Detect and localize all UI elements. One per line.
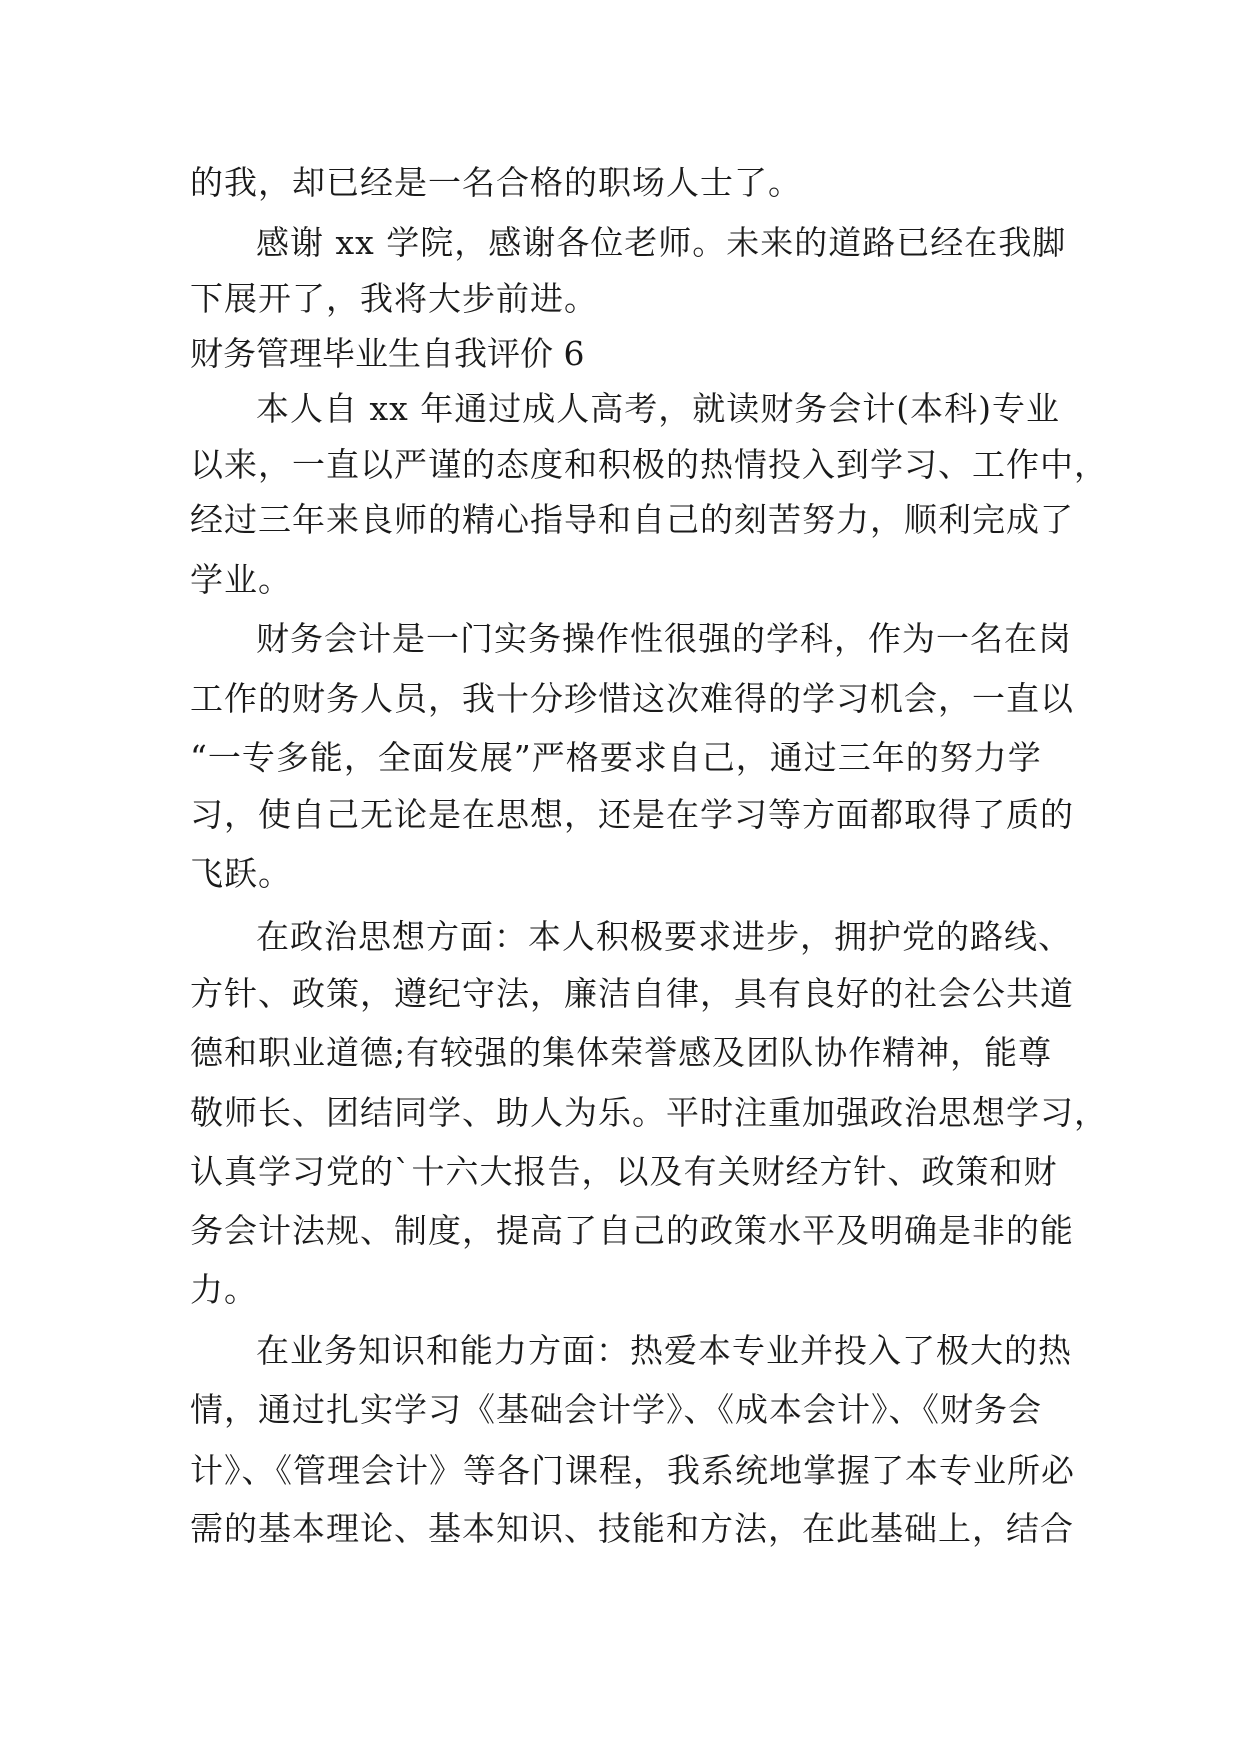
section-heading: 财务管理毕业生自我评价 6	[190, 334, 585, 373]
paragraph-line: 的我，却已经是一名合格的职场人士了。	[190, 163, 802, 202]
paragraph-line: 德和职业道德;有较强的集体荣誉感及团队协作精神，能尊	[190, 1033, 1053, 1072]
paragraph-line: 感谢 xx 学院，感谢各位老师。未来的道路已经在我脚	[256, 223, 1067, 262]
paragraph-line: 以来，一直以严谨的态度和积极的热情投入到学习、工作中，	[190, 445, 1108, 484]
paragraph-line: 学业。	[190, 560, 292, 599]
paragraph-line: 财务会计是一门实务操作性很强的学科，作为一名在岗	[256, 619, 1072, 658]
paragraph-line: 敬师长、团结同学、助人为乐。平时注重加强政治思想学习，	[190, 1093, 1108, 1132]
paragraph-line: 需的基本理论、基本知识、技能和方法，在此基础上，结合	[190, 1509, 1074, 1548]
paragraph-line: 在政治思想方面：本人积极要求进步，拥护党的路线、	[256, 917, 1072, 956]
paragraph-line: 经过三年来良师的精心指导和自己的刻苦努力，顺利完成了	[190, 500, 1074, 539]
paragraph-line: 计》、《管理会计》等各门课程，我系统地掌握了本专业所必	[190, 1451, 1075, 1490]
paragraph-line: 下展开了，我将大步前进。	[190, 279, 598, 318]
paragraph-line: 认真学习党的`十六大报告，以及有关财经方针、政策和财	[190, 1152, 1058, 1191]
paragraph-line: 情，通过扎实学习《基础会计学》、《成本会计》、《财务会	[190, 1390, 1042, 1429]
paragraph-line: 在业务知识和能力方面：热爱本专业并投入了极大的热	[256, 1331, 1072, 1370]
paragraph-line: 飞跃。	[190, 854, 292, 893]
paragraph-line: 工作的财务人员，我十分珍惜这次难得的学习机会，一直以	[190, 679, 1074, 718]
paragraph-line: “一专多能，全面发展”严格要求自己，通过三年的努力学	[190, 738, 1042, 777]
paragraph-line: 务会计法规、制度，提高了自己的政策水平及明确是非的能	[190, 1211, 1074, 1250]
paragraph-line: 方针、政策，遵纪守法，廉洁自律，具有良好的社会公共道	[190, 974, 1074, 1013]
paragraph-line: 本人自 xx 年通过成人高考，就读财务会计(本科)专业	[256, 389, 1060, 428]
paragraph-line: 力。	[190, 1270, 258, 1309]
paragraph-line: 习，使自己无论是在思想，还是在学习等方面都取得了质的	[190, 795, 1074, 834]
